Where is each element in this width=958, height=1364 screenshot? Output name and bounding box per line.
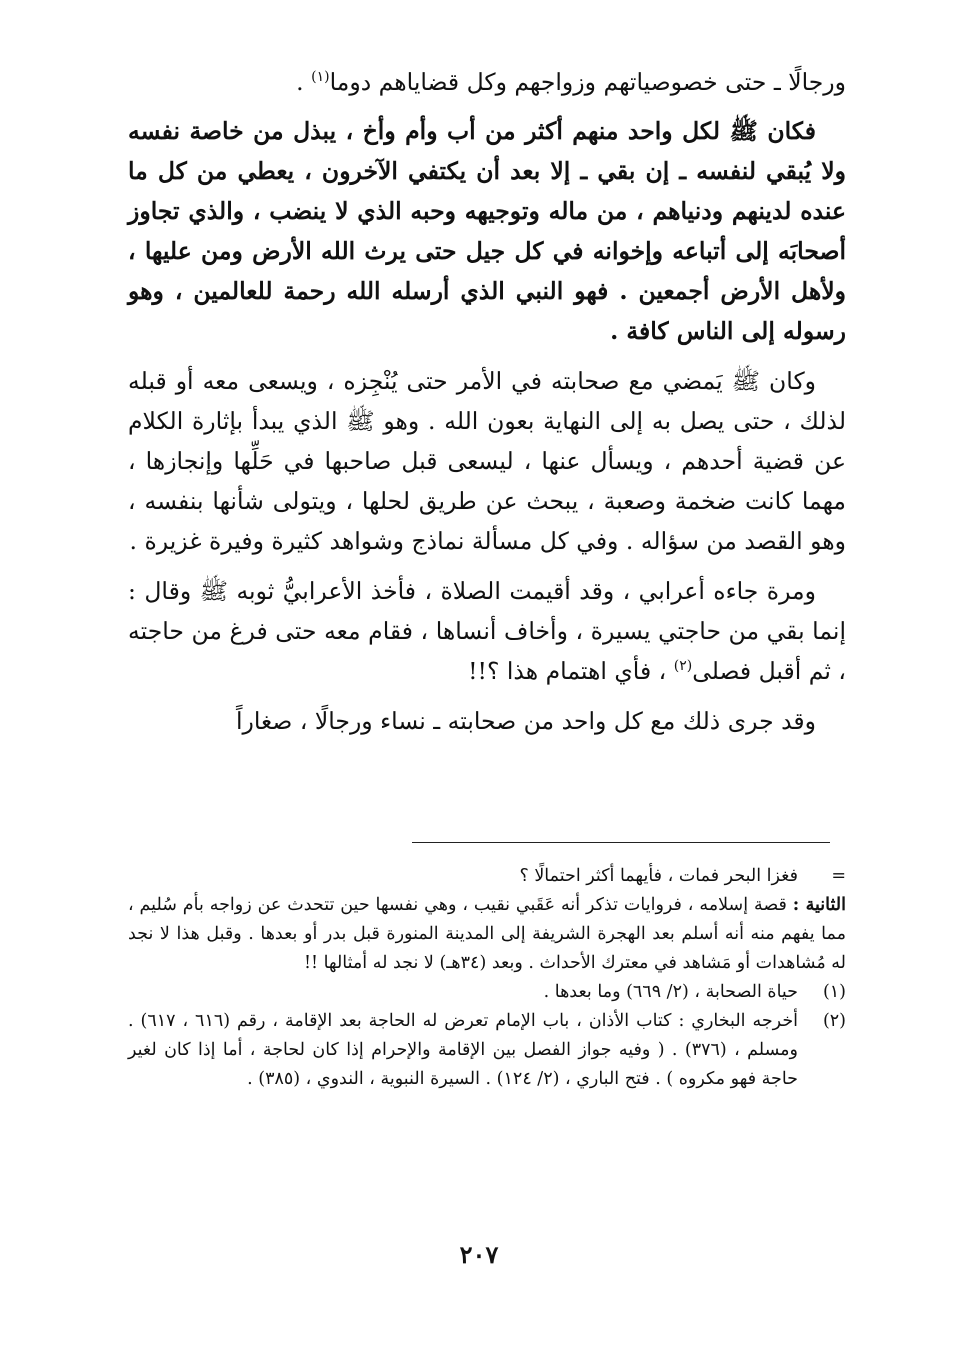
paragraph-text: ومرة جاءه أعرابي ، وقد أقيمت الصلاة ، فأخذ الأعرابيُّ ثوبه ﷺ وقال : إنما بقي من حاجتي يسيرة ، وأخاف أنساها ، فقام معه حتى فرغ من حاجته ، ثم أقبل فصلى (128, 577, 846, 685)
footnote-ref-1[interactable]: (١) (311, 69, 330, 86)
footnote-ref-2[interactable]: (٢) (673, 658, 693, 675)
page-number: ٢٠٧ (459, 1240, 499, 1269)
footnote-continuation (128, 862, 846, 891)
footnote-line: فغزا البحر فمات ، فأيهما أكثر احتمالًا ؟ (519, 866, 798, 886)
paragraph-text: ورجالًا ـ حتى خصوصياتهم وزواجهم وكل قضاياهم دوما (329, 68, 846, 96)
footnote-paragraph (128, 891, 846, 978)
footnote-line: قصة إسلامه ، فروايات تذكر أنه عَقَبي نقيب ، وهي نفسها حين تتحدث عن زواجه بأم سُليم ، مما يفهم منه أنه أسلم بعد الهجرة الشريفة إلى المدينة المنورة قبل بدر أو بعدها . وقبل هذا لا نجد له مُشاهدات أو مَشاهد في معترك الأحداث . وبعد (٣٤هـ) لا نجد له أمثالها !! (128, 895, 846, 973)
footnote-number: (١) (822, 982, 846, 1002)
footnote-2 (128, 1007, 846, 1094)
paragraph-end: ، فأي اهتمام هذا ؟!! (468, 657, 674, 685)
paragraph-end: . (296, 68, 312, 96)
footnote-number: (٢) (822, 1011, 846, 1031)
paragraph (128, 571, 846, 691)
footnote-text: أخرجه البخاري : كتاب الأذان ، باب الإمام تعرض له الحاجة بعد الإقامة ، رقم (٦١٦ ، ٦١٧) . ومسلم ، (٣٧٦) . ( وفيه جواز الفصل بين الإقامة والإحرام إذا كان لحاجة ، أما إذا كان لغير حاجة فهو مكروه ) . فتح الباري ، (٢/ ١٢٤) . السيرة النبوية ، الندوي ، (٣٨٥) . (128, 1011, 799, 1089)
footnote-1 (128, 978, 846, 1007)
main-text (128, 62, 846, 751)
paragraph: وقد جرى ذلك مع كل واحد من صحابته ـ نساء ورجالًا ، صغاراً (236, 707, 816, 735)
footnotes (128, 862, 846, 1094)
footnote-separator (412, 842, 830, 843)
paragraph-continuation (128, 62, 846, 102)
continuation-marker: = (831, 866, 846, 886)
footnote-body (128, 862, 798, 891)
paragraph: وكان ﷺ يَمضي مع صحابته في الأمر حتى يُنْجِزه ، ويسعى معه أو قبله لذلك ، حتى يصل به إلى النهاية بعون الله . وهو ﷺ الذي يبدأ بإثارة الكلام عن قضية أحدهم ، ويسأل عنها ، ليسعى قبل صاحبها في حَلِّها وإنجازها ، مهما كانت ضخمة وصعبة ، يبحث عن طريق لحلها ، ويتولى شأنها بنفسه ، وهو القصد من سؤاله . وفي كل مسألة نماذج وشواهد كثيرة وفيرة غزيرة . (128, 367, 846, 555)
footnote-label: الثانية : (792, 895, 846, 915)
footnote-text: حياة الصحابة ، (٢/ ٦٦٩) وما بعدها . (543, 982, 798, 1002)
paragraph-bold: فكان ﷺ لكل واحد منهم أكثر من أب وأم وأخ ، يبذل من خاصة نفسه ولا يُبقي لنفسه ـ إن بقي ـ إلا بعد أن يكتفي الآخرون ، يعطي من كل ما عنده لدينهم ودنياهم ، من ماله وتوجيهه وحبه الذي لا ينضب ، والذي تجاوز أصحابَه إلى أتباعه وإخوانه في كل جيل حتى يرث الله الأرض ومن عليها ، ولأهل الأرض أجمعين . فهو النبي الذي أرسله الله رحمة للعالمين ، وهو رسوله إلى الناس كافة . (128, 117, 846, 345)
